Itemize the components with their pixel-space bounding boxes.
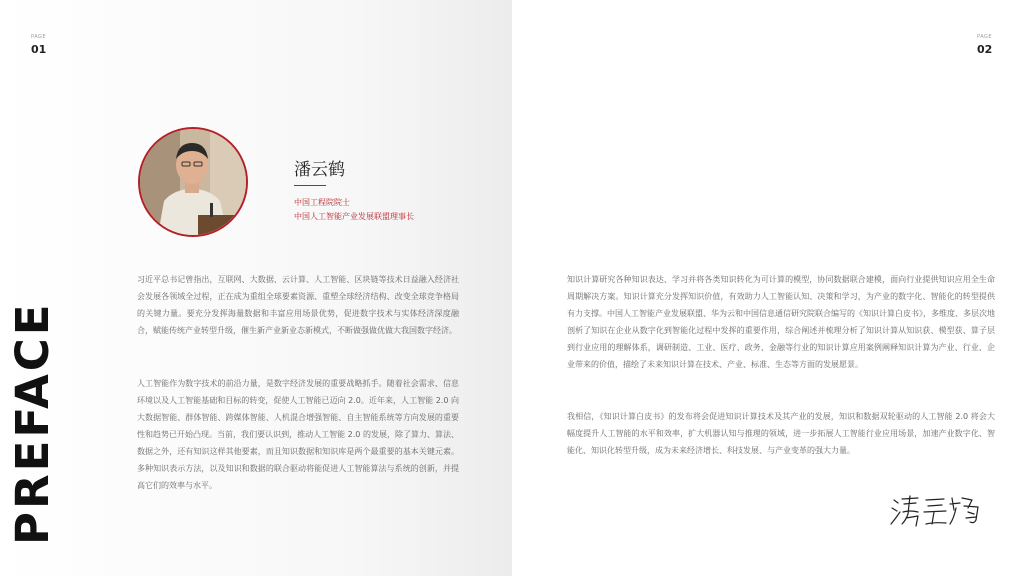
right-paragraph-2: 我相信，《知识计算白皮书》的发布将会促进知识计算技术及其产业的发展，知识和数据双轮驱动的人工智能 2.0 将会大幅度提升人工智能的水平和效率，扩大机器认知与推理的领域，进一步拓展人工智能行业应用场景，加速产业数字化、智能化、知识化转型升级，成为未来经济增长、科技发展、与产业变革的强大力量。 (567, 412, 995, 455)
right-paragraph-1: 知识计算研究各种知识表达、学习并将各类知识转化为可计算的模型，协同数据联合建模，面向行业提供知识应用全生命周期解决方案。知识计算充分发挥知识价值，有效助力人工智能认知、决策和学习，为产业的数字化、智能化的转型提供有力支撑。中国人工智能产业发展联盟、华为云和中国信息通信研究院联合编写的《知识计算白皮书》，多维度、多层次地剖析了知识在企业从数字化到智能化过程中发挥的重要作用，综合阐述并梳理分析了知识计算从知识获、模型获、算子层到行业应用的理解体系，调研制造、工业、医疗、政务、金融等行业的知识计算应用案例阐释知识计算为产业、行业、企业带来的价值，描绘了未来知识计算在技术、产业、标准、生态等方面的发展愿景。 (567, 275, 995, 369)
author-role-1: 中国工程院院士 (294, 198, 350, 207)
page-label-right: PAGE (977, 34, 993, 40)
signature (888, 490, 988, 530)
author-role-2: 中国人工智能产业发展联盟理事长 (294, 212, 414, 221)
author-name: 潘云鹤 (294, 160, 345, 180)
preface-title: PREFACE (6, 301, 59, 545)
portrait-photo (140, 129, 246, 235)
page-label-left: PAGE (31, 34, 47, 40)
page-number-left: 01 (31, 43, 47, 56)
left-paragraph-2: 人工智能作为数字技术的前沿力量，是数字经济发展的重要战略抓手。随着社会需求、信息环境以及人工智能基础和目标的转变，促使人工智能已迈向 2.0。近年来，人工智能 2.0 向大数据智能、群体智能、跨媒体智能、人机混合增强智能、自主智能系统等方向发展的重要性和趋势已开始凸现。当前，我们要认识到，推动人工智能 2.0 的发展，除了算力、算法、数据之外，还有知识这样其他要素，而且知识数据和知识库是两个最重要的基本关键元素。多种知识表示方法，以及知识和数据的联合驱动将能促进人工智能算法与系统的创新，并提高它们的效率与水平。 (137, 379, 459, 490)
left-paragraph-1: 习近平总书记曾指出，互联网、大数据、云计算、人工智能、区块链等技术日益融入经济社会发展各领域全过程，正在成为重组全球要素资源、重塑全球经济结构、改变全球竞争格局的关键力量。要充分发挥海量数据和丰富应用场景优势，促进数字技术与实体经济深度融合，赋能传统产业转型升级，催生新产业新业态新模式，不断做强做优做大我国数字经济。 (137, 275, 459, 335)
author-divider (294, 185, 326, 186)
author-portrait (138, 127, 248, 237)
page-number-right: 02 (977, 43, 993, 56)
